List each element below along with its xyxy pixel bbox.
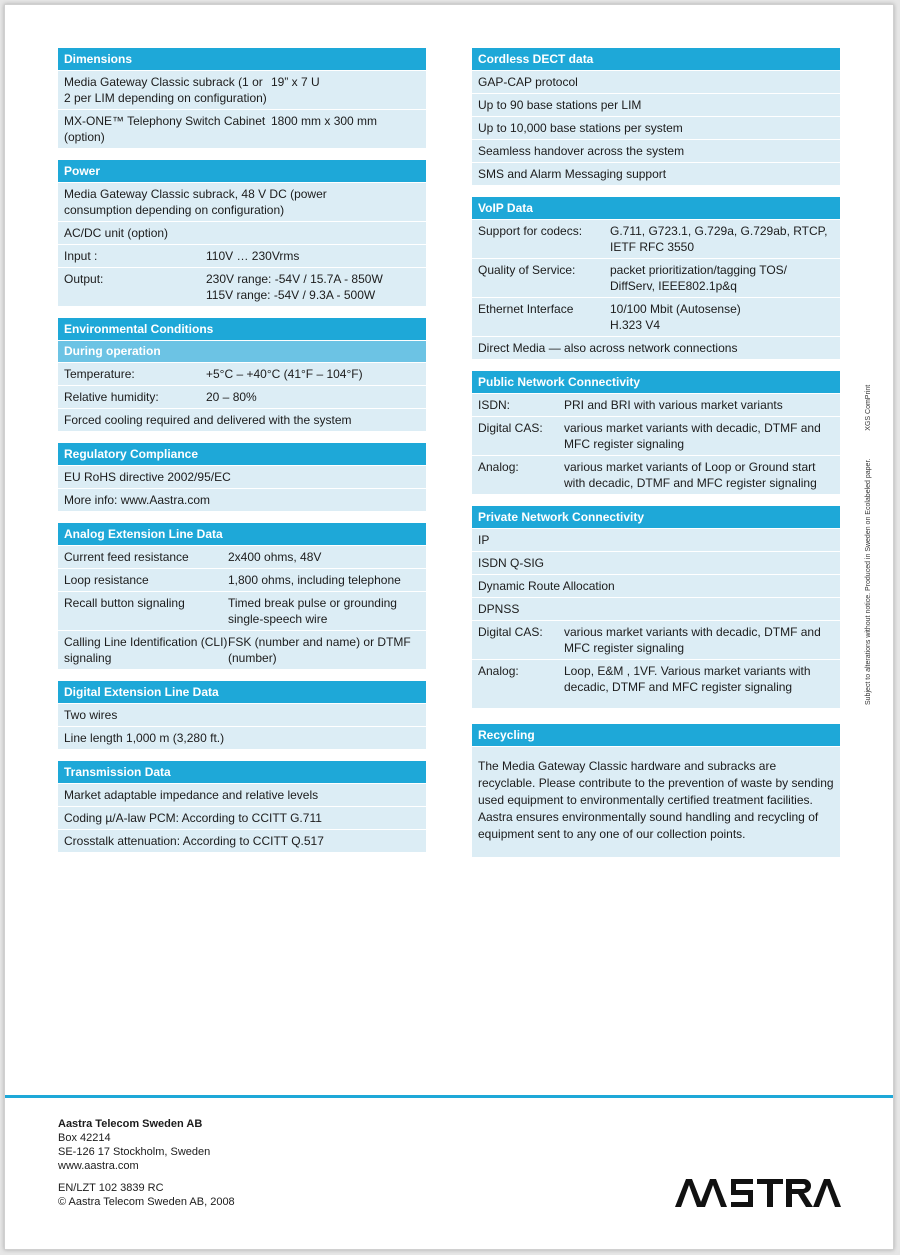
- section-title: VoIP Data: [472, 197, 840, 219]
- row-label: Digital CAS:: [478, 421, 543, 435]
- table-row: [472, 394, 840, 416]
- table-row: [58, 727, 426, 749]
- aastra-logo-icon: [675, 1173, 841, 1213]
- row-label: Analog:: [478, 664, 519, 678]
- table-row: [58, 183, 426, 221]
- output-115v: 115V range: -54V / 9.3A - 500W: [206, 288, 376, 302]
- row-value: PRI and BRI with various market variants: [564, 398, 783, 412]
- table-row: [472, 298, 840, 336]
- row-value: G.711, G723.1, G.729a, G.729ab, RTCP, IETF RFC 3550: [610, 224, 828, 254]
- list-item: [472, 598, 840, 620]
- private-network-section: [472, 506, 840, 708]
- table-row: [58, 489, 426, 511]
- row-value: 110V … 230Vrms: [206, 249, 300, 263]
- row-text: Direct Media — also across network connections: [478, 341, 738, 355]
- row-value: 1800 mm x 300 mm: [271, 114, 378, 128]
- table-row: [472, 220, 840, 258]
- recycling-text: The Media Gateway Classic hardware and subracks are recyclable. Please contribute to the prevention of waste by sending used equipment to environmentally certified treatment facilities. Aastra ensures environmentally sound handling and recycling of equipment sent to any one of our collection points.: [472, 747, 840, 857]
- table-row: [58, 569, 426, 591]
- section-subtitle: During operation: [58, 341, 426, 362]
- section-title: Analog Extension Line Data: [58, 523, 426, 545]
- row-label: Output:: [64, 272, 104, 286]
- row-value: 10/100 Mbit (Autosense) H.323 V4: [610, 302, 741, 332]
- row-text: ISDN Q-SIG: [478, 556, 545, 570]
- regulatory-section: [58, 443, 426, 511]
- row-value: Loop, E&M , 1VF. Various market variants with decadic, DTMF and MFC register signaling: [564, 664, 811, 694]
- row-value: 19” x 7 U: [271, 75, 320, 89]
- row-label: Calling Line Identification (CLI) signaling: [64, 635, 228, 665]
- table-row: [58, 222, 426, 244]
- section-title: Transmission Data: [58, 761, 426, 783]
- table-row: [58, 784, 426, 806]
- row-value: various market variants with decadic, DTMF and MFC register signaling: [564, 421, 821, 451]
- row-label: Quality of Service:: [478, 263, 576, 277]
- section-title: Dimensions: [58, 48, 426, 70]
- row-value: +5°C – +40°C (41°F – 104°F): [206, 367, 363, 381]
- row-value: various market variants of Loop or Ground start with decadic, DTMF and MFC register signaling: [564, 460, 817, 490]
- list-item: [472, 117, 840, 139]
- table-row: [58, 704, 426, 726]
- recycling-section: [472, 724, 840, 857]
- section-title: Private Network Connectivity: [472, 506, 840, 528]
- row-value: 2x400 ohms, 48V: [228, 550, 322, 564]
- table-row: [58, 363, 426, 385]
- table-row: [58, 268, 426, 306]
- list-item: [472, 71, 840, 93]
- row-text: Seamless handover across the system: [478, 144, 685, 158]
- footer-divider: [5, 1095, 894, 1098]
- row-label: Loop resistance: [64, 573, 149, 587]
- table-row: [58, 386, 426, 408]
- section-title: Digital Extension Line Data: [58, 681, 426, 703]
- row-label: Input :: [64, 249, 98, 263]
- row-text: Line length 1,000 m (3,280 ft.): [64, 731, 225, 745]
- row-text: IP: [478, 533, 490, 547]
- table-row: [472, 456, 840, 494]
- table-row: [58, 807, 426, 829]
- aastra-logo: [675, 1173, 841, 1213]
- row-text: Up to 10,000 base stations per system: [478, 121, 683, 135]
- row-text: GAP-CAP protocol: [478, 75, 578, 89]
- row-value: various market variants with decadic, DTMF and MFC register signaling: [564, 625, 821, 655]
- transmission-section: [58, 761, 426, 852]
- address-city: SE-126 17 Stockholm, Sweden: [58, 1146, 211, 1158]
- address-box: Box 42214: [58, 1132, 111, 1144]
- analog-extension-section: [58, 523, 426, 669]
- table-row: [58, 830, 426, 852]
- section-title: Public Network Connectivity: [472, 371, 840, 393]
- row-label: Support for codecs:: [478, 224, 583, 238]
- section-title: Cordless DECT data: [472, 48, 840, 70]
- row-label: Ethernet Interface: [478, 302, 574, 316]
- section-title: Power: [58, 160, 426, 182]
- output-230v: 230V range: -54V / 15.7A - 850W: [206, 272, 383, 286]
- row-value: packet prioritization/tagging TOS/ DiffServ, IEEE802.1p&q: [610, 263, 787, 293]
- row-text: DPNSS: [478, 602, 520, 616]
- row-text: Market adaptable impedance and relative levels: [64, 788, 319, 802]
- row-label: Digital CAS:: [478, 625, 543, 639]
- table-row: [472, 259, 840, 297]
- section-title: Environmental Conditions: [58, 318, 426, 340]
- table-row: [472, 337, 840, 359]
- print-note: XGS ComPrint: [865, 384, 872, 431]
- row-text: AC/DC unit (option): [64, 226, 169, 240]
- document-number: EN/LZT 102 3839 RC: [58, 1182, 164, 1194]
- row-label: Current feed resistance: [64, 550, 189, 564]
- environment-section: [58, 318, 426, 431]
- list-item: [472, 575, 840, 597]
- public-network-section: [472, 371, 840, 494]
- dect-section: [472, 48, 840, 185]
- row-value: [206, 271, 420, 303]
- digital-extension-section: [58, 681, 426, 749]
- side-note: [865, 325, 872, 705]
- copyright: © Aastra Telecom Sweden AB, 2008: [58, 1196, 235, 1208]
- list-item: [472, 140, 840, 162]
- table-row: [58, 546, 426, 568]
- table-row: [472, 660, 840, 708]
- row-label: Media Gateway Classic subrack (1 or 2 per LIM depending on configuration): [64, 75, 267, 105]
- row-text: Two wires: [64, 708, 118, 722]
- left-column: [58, 48, 426, 852]
- voip-section: [472, 197, 840, 359]
- row-text: SMS and Alarm Messaging support: [478, 167, 667, 181]
- row-value: 20 – 80%: [206, 390, 257, 404]
- table-row: [472, 417, 840, 455]
- row-text: Media Gateway Classic subrack, 48 V DC (power consumption depending on configuration): [64, 187, 327, 217]
- table-row: [58, 631, 426, 669]
- row-text: Up to 90 base stations per LIM: [478, 98, 642, 112]
- table-row: [58, 71, 426, 109]
- table-row: [58, 466, 426, 488]
- company-name: Aastra Telecom Sweden AB: [58, 1118, 203, 1130]
- company-address: [58, 1117, 235, 1209]
- row-value: FSK (number and name) or DTMF (number): [228, 635, 411, 665]
- section-title: Regulatory Compliance: [58, 443, 426, 465]
- row-label: Recall button signaling: [64, 596, 185, 610]
- list-item: [472, 552, 840, 574]
- row-text: More info: www.Aastra.com: [64, 493, 211, 507]
- row-text: Dynamic Route Allocation: [478, 579, 615, 593]
- side-note-text: Subject to alterations without notice. Produced in Sweden on Ecolabeled paper.: [865, 458, 872, 705]
- table-row: [58, 110, 426, 148]
- section-title: Recycling: [472, 724, 840, 746]
- row-label: Temperature:: [64, 367, 135, 381]
- row-label: Relative humidity:: [64, 390, 159, 404]
- table-row: [58, 245, 426, 267]
- dimensions-section: [58, 48, 426, 148]
- list-item: [472, 529, 840, 551]
- power-section: [58, 160, 426, 306]
- row-text: Forced cooling required and delivered with the system: [64, 413, 352, 427]
- list-item: [472, 163, 840, 185]
- row-label: Analog:: [478, 460, 519, 474]
- right-column: [472, 48, 840, 857]
- table-row: [472, 621, 840, 659]
- row-value: Timed break pulse or grounding single-speech wire: [228, 596, 397, 626]
- row-label: MX-ONE™ Telephony Switch Cabinet (option): [64, 114, 266, 144]
- list-item: [472, 94, 840, 116]
- row-label: ISDN:: [478, 398, 511, 412]
- datasheet-page: [4, 4, 894, 1250]
- row-text: Coding µ/A-law PCM: According to CCITT G.711: [64, 811, 322, 825]
- row-text: Crosstalk attenuation: According to CCITT Q.517: [64, 834, 324, 848]
- table-row: [58, 409, 426, 431]
- company-website: www.aastra.com: [58, 1160, 139, 1172]
- row-value: 1,800 ohms, including telephone: [228, 573, 401, 587]
- table-row: [58, 592, 426, 630]
- row-text: EU RoHS directive 2002/95/EC: [64, 470, 231, 484]
